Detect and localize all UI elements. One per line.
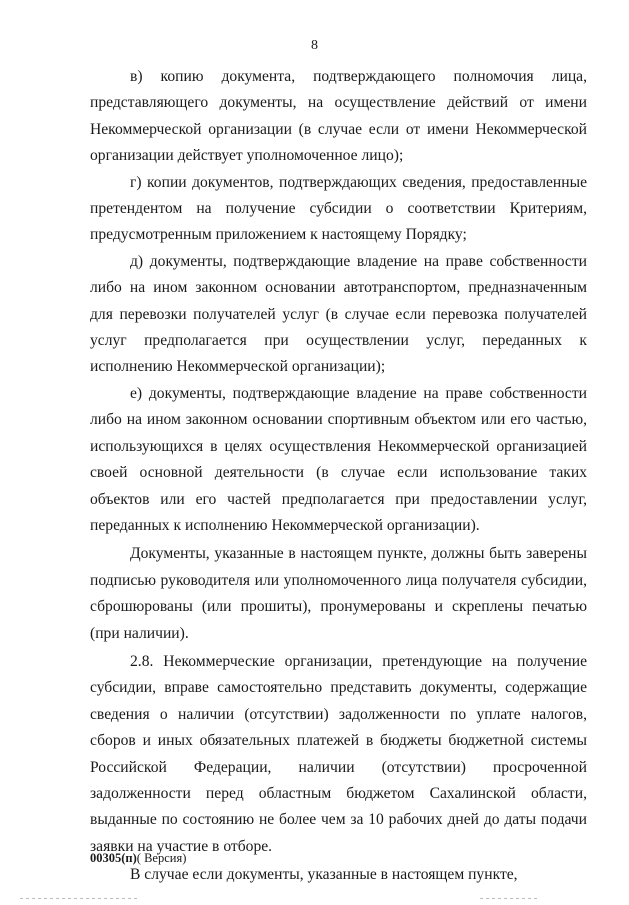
paragraph-item-d: д) документы, подтверждающие владение на праве собственности либо на ином законном основании автотранспортом, предназначенным для перевозки получателей услуг (в случае если перевозка получателей услуг предполагается при осуществлении услуг, переданных к исполнению Некоммерческой организации); bbox=[90, 252, 587, 376]
scan-edge-mark bbox=[480, 898, 540, 899]
page-number: 8 bbox=[311, 38, 318, 53]
document-code: 00305(п) bbox=[90, 851, 137, 865]
document-version: ( Версия) bbox=[136, 851, 187, 865]
document-body bbox=[90, 64, 587, 889]
scan-edge-mark bbox=[20, 898, 140, 899]
paragraph-item-e: е) документы, подтверждающие владение на праве собственности либо на ином законном основании спортивным объектом или его частью, использующихся в целях осуществления Некоммерческой организацией своей основной деятельности (в случае если использование таких объектов или его частей предполагается при предоставлении услуг, переданных к исполнению Некоммерческой организации). bbox=[90, 384, 587, 534]
paragraph-continuation: В случае если документы, указанные в настоящем пункте, bbox=[130, 866, 518, 884]
paragraph-2-8: 2.8. Некоммерческие организации, претендующие на получение субсидии, вправе самостоятельно представить документы, содержащие сведения о наличии (отсутствии) задолженности по уплате налогов, сборов и иных обязательных платежей в бюджеты бюджетной системы Российской Федерации, наличии (отсутствии) просроченной задолженности перед областным бюджетом Сахалинской области, выданные по состоянию не более чем за 10 рабочих дней до даты подачи заявки на участие в отборе. bbox=[90, 652, 587, 855]
paragraph-certification: Документы, указанные в настоящем пункте, должны быть заверены подписью руководителя или уполномоченного лица получателя субсидии, сброшюрованы (или прошиты), пронумерованы и скреплены печатью (при наличии). bbox=[90, 545, 587, 642]
footer-document-code bbox=[90, 851, 186, 866]
paragraph-item-v: в) копию документа, подтверждающего полномочия лица, представляющего документы, на осуществление действий от имени Некоммерческой организации (в случае если от имени Некоммерческой организации действует уполномоченное лицо); bbox=[90, 68, 587, 165]
paragraph-item-g: г) копии документов, подтверждающих сведения, предоставленные претендентом на получение субсидии о соответствии Критериям, предусмотренным приложением к настоящему Порядку; bbox=[90, 173, 587, 244]
